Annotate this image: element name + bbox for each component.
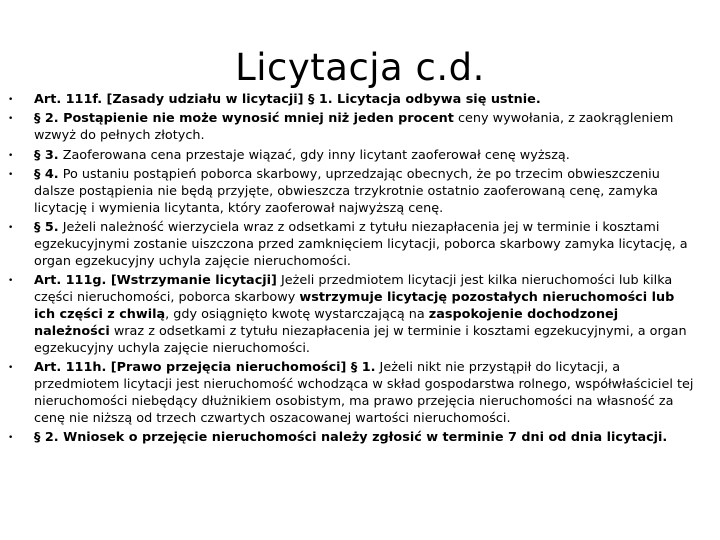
bullet-icon: • [8, 222, 14, 233]
article-111f-heading: Art. 111f. [Zasady udziału w licytacji] § 1. Licytacja odbywa się ustnie. [34, 92, 541, 107]
paragraph-4-text: Po ustaniu postąpień poborca skarbowy, uprzedzając obecnych, że po trzecim obwieszczeniu dalsze postąpienia nie będą przyjęte, obwieszcza trzykrotnie ostatnio zaoferowaną cenę, zamyka licytację i wymienia licytanta, który zaoferował najwyższą cenę. [34, 166, 660, 216]
bullet-item-2 [8, 111, 698, 145]
article-111g-text-2: , gdy osiągnięto kwotę wystarczającą na [165, 306, 429, 322]
bullet-item-8 [8, 430, 698, 447]
bullet-icon: • [8, 150, 14, 161]
bullet-icon: • [8, 432, 14, 443]
bullet-item-3 [8, 148, 698, 165]
bullet-item-5 [8, 220, 698, 271]
paragraph-3-number: § 3. [34, 147, 59, 163]
bullet-icon: • [8, 114, 14, 125]
article-111g-emphasis-1: wstrzymuje licytację pozostałych nieruchomości lub ich części z chwilą [34, 289, 675, 322]
bullet-item-7 [8, 360, 698, 428]
bullet-item-4 [8, 167, 698, 218]
article-111g-text-1: Jeżeli przedmiotem licytacji jest kilka nieruchomości lub kilka części nieruchomości, poborca skarbowy [34, 273, 673, 305]
bullet-item-1 [8, 92, 698, 109]
bullet-icon: • [8, 362, 14, 373]
article-111g-heading: Art. 111g. [Wstrzymanie licytacji] [34, 273, 277, 289]
paragraph-4-number: § 4. [34, 166, 59, 182]
bullet-icon: • [8, 95, 14, 105]
article-111h-text: Jeżeli nikt nie przystąpił do licytacji, a przedmiotem licytacji jest nieruchomość wchodząca w skład gospodarstwa rolnego, współwłaściciel tej nieruchomości niebędący dłużnikiem osobistym, ma prawo przejęcia nieruchomości na własność za cenę nie niższą od trzech czwartych oszacowanej wartości nieruchomości. [34, 359, 694, 426]
paragraph-5-text: Jeżeli należność wierzyciela wraz z odsetkami z tytułu niezapłacenia jej w terminie i kosztami egzekucyjnymi zostanie uiszczona przed zamknięciem licytacji, poborca skarbowy zamyka licytację, a organ egzekucyjny uchyla zajęcie nieruchomości. [34, 219, 688, 269]
paragraph-3-text: Zaoferowana cena przestaje wiązać, gdy inny licytant zaoferował cenę wyższą. [58, 147, 570, 163]
bullet-list [8, 92, 698, 449]
article-111h-heading: Art. 111h. [Prawo przejęcia nieruchomości] § 1. [34, 359, 376, 375]
paragraph-5-number: § 5. [34, 219, 59, 235]
bullet-item-6 [8, 273, 698, 358]
slide-title: Licytacja c.d. [235, 46, 485, 89]
bullet-icon: • [8, 276, 14, 287]
bullet-icon: • [8, 169, 14, 180]
article-111g-text-3: wraz z odsetkami z tytułu niezapłacenia jej w terminie i kosztami egzekucyjnymi, a organ egzekucyjny uchyla zajęcie nieruchomości. [34, 323, 687, 356]
paragraph-2-text: ceny wywołania, z zaokrągleniem wzwyż do pełnych złotych. [34, 111, 674, 144]
article-111h-paragraph-2: § 2. Wniosek o przejęcie nieruchomości należy zgłosić w terminie 7 dni od dnia licytacji. [34, 429, 668, 445]
paragraph-2-lead: § 2. Postąpienie nie może wynosić mniej niż jeden procent [34, 111, 454, 127]
article-111g-emphasis-2: zaspokojenie dochodzonej należności [34, 306, 619, 339]
